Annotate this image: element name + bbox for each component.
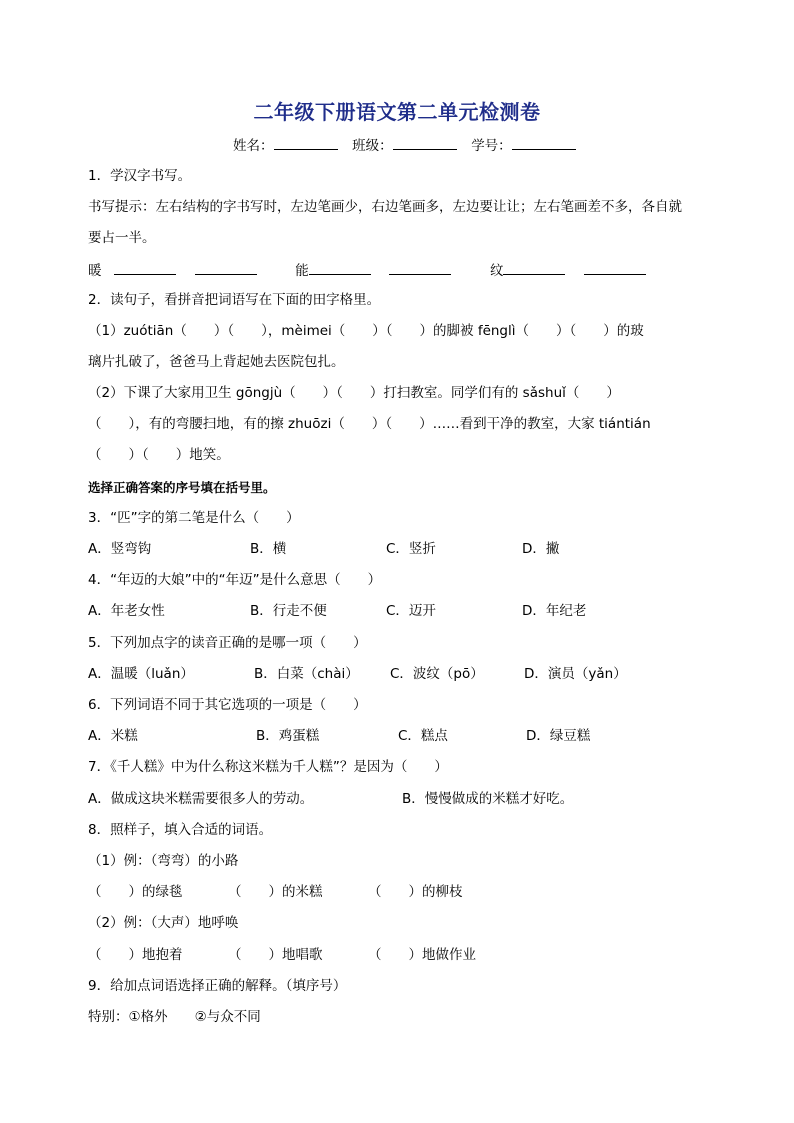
q3-options xyxy=(88,540,559,558)
q4-option-c[interactable]: C．迈开 xyxy=(386,603,436,619)
q6-option-b[interactable]: B．鸡蛋糕 xyxy=(256,728,320,744)
q8-row2 xyxy=(88,946,476,964)
q1-tip-line2: 要占一半。 xyxy=(88,230,156,246)
q4-question: 4．“年迈的大娘”中的“年迈”是什么意思（ ） xyxy=(88,572,382,588)
q6-option-c[interactable]: C．糕点 xyxy=(398,728,448,744)
q1-blank[interactable] xyxy=(309,260,371,275)
q4-option-d[interactable]: D．年纪老 xyxy=(522,603,587,619)
q9-definition-line: 特别：①格外 ②与众不同 xyxy=(88,1009,261,1025)
q8-fill-item[interactable]: （ ）地唱歌 xyxy=(228,947,323,963)
q2-s1-line1: （1）zuótiān（ ）（ ），mèimei（ ）（ ）的脚被 fēnglì（ ）（ ）的玻 xyxy=(88,323,644,339)
q1-tip-line1: 书写提示：左右结构的字书写时，左边笔画少，右边笔画多，左边要让让；左右笔画差不多，各自就 xyxy=(88,199,682,215)
q8-example2: （2）例：（大声）地呼唤 xyxy=(88,915,239,931)
q2-heading: 2．读句子，看拼音把词语写在下面的田字格里。 xyxy=(88,292,381,308)
q8-fill-item[interactable]: （ ）地做作业 xyxy=(368,947,476,963)
class-label: 班级： xyxy=(352,138,393,154)
q3-option-d[interactable]: D．撇 xyxy=(522,541,560,557)
q8-fill-item[interactable]: （ ）的绿毯 xyxy=(88,884,183,900)
q2-s1-line2: 璃片扎破了，爸爸马上背起她去医院包扎。 xyxy=(88,354,345,370)
q8-fill-item[interactable]: （ ）的柳枝 xyxy=(368,884,463,900)
q8-row1 xyxy=(88,883,463,901)
q6-option-a[interactable]: A．米糕 xyxy=(88,728,138,744)
q6-options xyxy=(88,727,590,745)
q1-heading: 1．学汉字书写。 xyxy=(88,168,192,184)
q6-question: 6．下列词语不同于其它选项的一项是（ ） xyxy=(88,697,367,713)
number-blank[interactable] xyxy=(512,135,576,150)
q4-option-a[interactable]: A．年老女性 xyxy=(88,603,165,619)
student-info-line xyxy=(233,135,576,155)
q8-fill-item[interactable]: （ ）的米糕 xyxy=(228,884,323,900)
q7-question: 7．《千人糕》中为什么称这米糕为千人糕”？是因为（ ） xyxy=(88,759,448,775)
q5-option-c[interactable]: C．波纹（pō） xyxy=(390,666,484,682)
q5-option-a[interactable]: A．温暖（luǎn） xyxy=(88,666,194,682)
q3-option-c[interactable]: C．竖折 xyxy=(386,541,436,557)
q1-writing-row xyxy=(88,260,646,280)
q1-blank[interactable] xyxy=(114,260,176,275)
q5-options xyxy=(88,665,627,683)
q5-question: 5．下列加点字的读音正确的是哪一项（ ） xyxy=(88,635,367,651)
q1-blank[interactable] xyxy=(389,260,451,275)
q2-s2-line2: （ ），有的弯腰扫地，有的擦 zhuōzi（ ）（ ）……看到干净的教室，大家 tiántián xyxy=(88,416,651,432)
class-blank[interactable] xyxy=(393,135,457,150)
q8-fill-item[interactable]: （ ）地抱着 xyxy=(88,947,183,963)
q3-question: 3．“匹”字的第二笔是什么（ ） xyxy=(88,510,300,526)
q6-option-d[interactable]: D．绿豆糕 xyxy=(526,728,591,744)
q5-option-d[interactable]: D．演员（yǎn） xyxy=(524,666,627,682)
q3-option-a[interactable]: A．竖弯钩 xyxy=(88,541,152,557)
name-blank[interactable] xyxy=(274,135,338,150)
q7-option-b[interactable]: B．慢慢做成的米糕才好吃。 xyxy=(402,791,574,807)
q4-options xyxy=(88,602,586,620)
q7-option-a[interactable]: A．做成这块米糕需要很多人的劳动。 xyxy=(88,791,314,807)
q4-option-b[interactable]: B．行走不便 xyxy=(250,603,327,619)
q1-char-nuan: 暖 xyxy=(88,263,102,279)
q3-option-b[interactable]: B．横 xyxy=(250,541,287,557)
q1-blank[interactable] xyxy=(584,260,646,275)
q1-blank[interactable] xyxy=(195,260,257,275)
page-title: 二年级下册语文第二单元检测卷 xyxy=(253,100,541,124)
q1-char-wen: 纹 xyxy=(489,263,504,279)
q1-char-neng: 能 xyxy=(295,263,309,279)
q2-s2-line3: （ ）（ ）地笑。 xyxy=(88,447,230,463)
q8-example1: （1）例：（弯弯）的小路 xyxy=(88,853,239,869)
q2-s2-line1: （2）下课了大家用卫生 gōngjù（ ）（ ）打扫教室。同学们有的 sǎshuǐ（ ） xyxy=(88,385,620,401)
q7-options xyxy=(88,790,573,808)
name-label: 姓名： xyxy=(233,138,274,154)
q1-blank[interactable] xyxy=(503,260,565,275)
q9-heading: 9．给加点词语选择正确的解释。（填序号） xyxy=(88,978,347,994)
number-label: 学号： xyxy=(471,138,512,154)
q5-option-b[interactable]: B．白菜（chài） xyxy=(254,666,359,682)
section-instruction: 选择正确答案的序号填在括号里。 xyxy=(88,480,276,495)
q8-heading: 8．照样子，填入合适的词语。 xyxy=(88,822,273,838)
